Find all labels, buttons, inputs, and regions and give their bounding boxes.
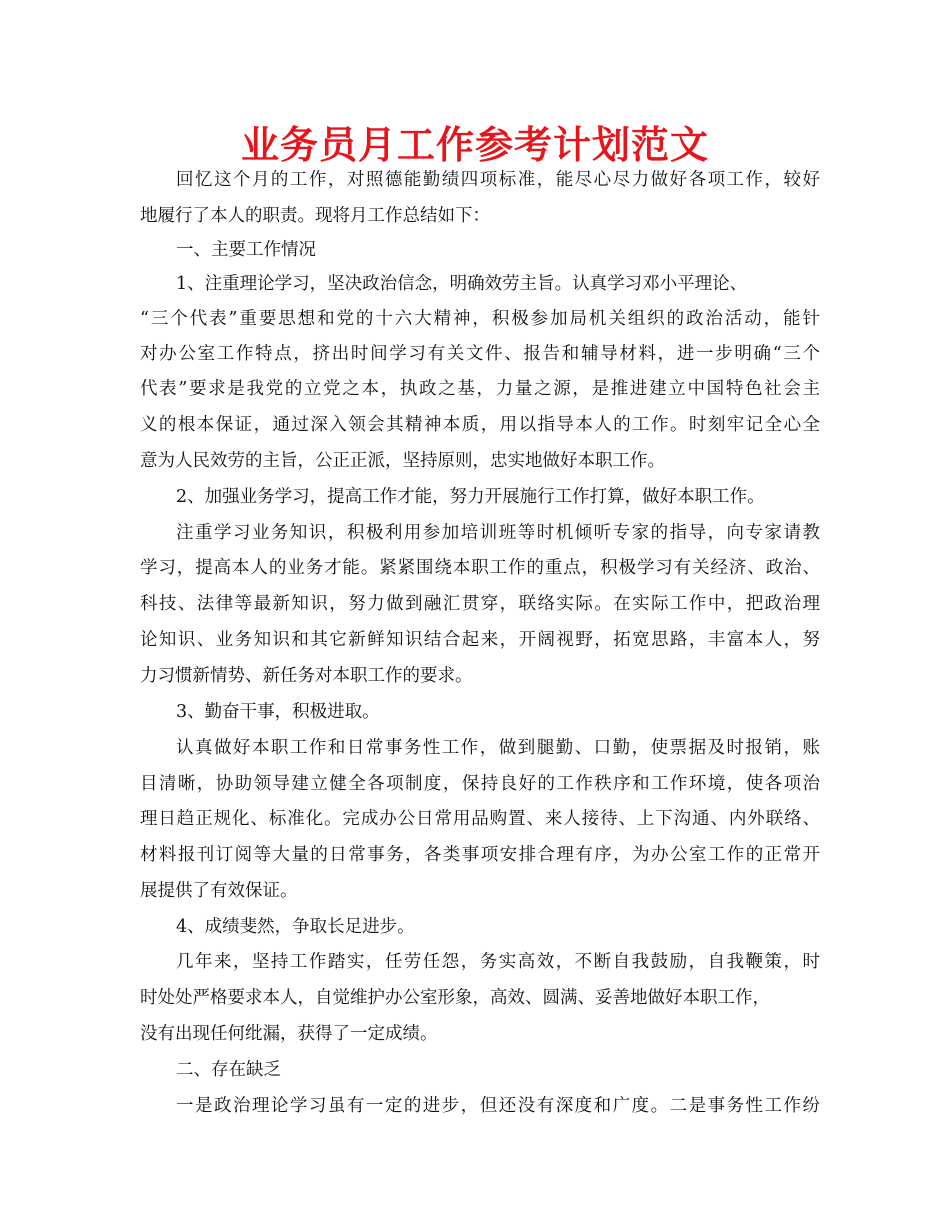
text-line: 学习，提高本人的业务才能。紧紧围绕本职工作的重点，积极学习有关经济、政治、 bbox=[140, 558, 820, 578]
text-line: 时处处严格要求本人，自觉维护办公室形象，高效、圆满、妥善地做好本职工作， bbox=[140, 988, 770, 1008]
text-line: 认真做好本职工作和日常事务性工作，做到腿勤、口勤，使票据及时报销，账 bbox=[176, 738, 820, 758]
subsection-heading: 1、注重理论学习，坚决政治信念，明确效劳主旨。认真学习邓小平理论、 bbox=[176, 274, 748, 294]
text-line: 义的根本保证，通过深入领会其精神本质，用以指导本人的工作。时刻牢记全心全 bbox=[140, 415, 820, 435]
section-heading: 二、存在缺乏 bbox=[176, 1060, 281, 1080]
subsection-heading: 4、成绩斐然，争取长足进步。 bbox=[176, 917, 415, 937]
text-line: “三个代表”重要思想和党的十六大精神，积极参加局机关组织的政治活动，能针 bbox=[140, 309, 820, 329]
section-heading: 一、主要工作情况 bbox=[176, 240, 316, 260]
text-line: 目清晰，协助领导建立健全各项制度，保持良好的工作秩序和工作环境，使各项治 bbox=[140, 774, 820, 794]
text-line: 意为人民效劳的主旨，公正正派，坚持原则，忠实地做好本职工作。 bbox=[140, 451, 665, 471]
text-line: 材料报刊订阅等大量的日常事务，各类事项安排合理有序，为办公室工作的正常开 bbox=[140, 845, 820, 865]
text-line: 展提供了有效保证。 bbox=[140, 881, 298, 901]
text-line: 回忆这个月的工作，对照德能勤绩四项标准，能尽心尽力做好各项工作，较好 bbox=[176, 170, 820, 190]
subsection-heading: 3、勤奋干事，积极进取。 bbox=[176, 702, 380, 722]
subsection-heading: 2、加强业务学习，提高工作才能，努力开展施行工作打算，做好本职工作。 bbox=[176, 487, 765, 507]
text-line: 地履行了本人的职责。现将月工作总结如下： bbox=[140, 206, 490, 226]
text-line: 几年来，坚持工作踏实，任劳任怨，务实高效，不断自我鼓励，自我鞭策，时 bbox=[176, 952, 820, 972]
text-line: 科技、法律等最新知识，努力做到融汇贯穿，联络实际。在实际工作中，把政治理 bbox=[140, 594, 820, 614]
text-line: 理日趋正规化、标准化。完成办公日常用品购置、来人接待、上下沟通、内外联络、 bbox=[140, 809, 820, 829]
text-line: 代表”要求是我党的立党之本，执政之基，力量之源，是推进建立中国特色社会主 bbox=[140, 379, 820, 399]
text-line: 对办公室工作特点，挤出时间学习有关文件、报告和辅导材料，进一步明确“三个 bbox=[140, 344, 820, 364]
text-line: 注重学习业务知识，积极利用参加培训班等时机倾听专家的指导，向专家请教 bbox=[176, 523, 820, 543]
text-line: 没有出现任何纰漏，获得了一定成绩。 bbox=[140, 1024, 438, 1044]
text-line: 力习惯新情势、新任务对本职工作的要求。 bbox=[140, 666, 473, 686]
text-line: 论知识、业务知识和其它新鲜知识结合起来，开阔视野，拓宽思路，丰富本人，努 bbox=[140, 630, 820, 650]
text-line: 一是政治理论学习虽有一定的进步，但还没有深度和广度。二是事务性工作纷 bbox=[176, 1096, 820, 1116]
document-title: 业务员月工作参考计划范文 bbox=[240, 123, 709, 167]
